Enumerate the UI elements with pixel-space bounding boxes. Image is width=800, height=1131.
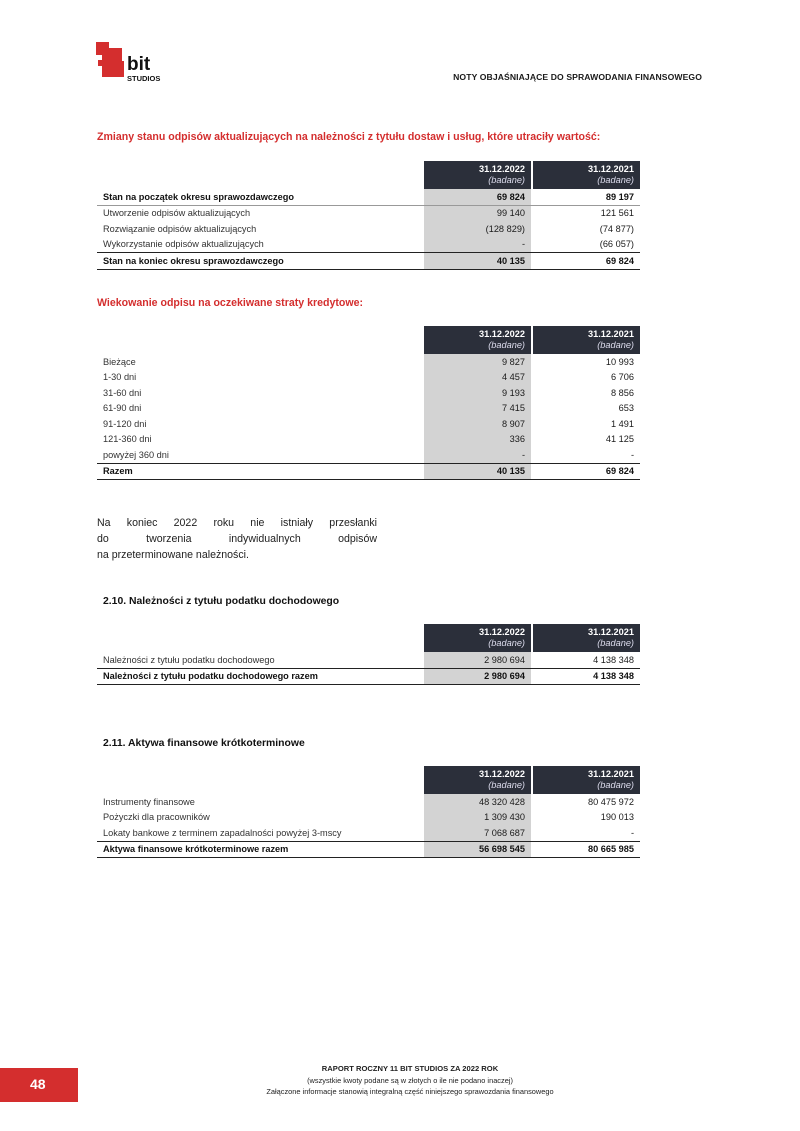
value-2022: - (424, 447, 531, 463)
row-label: Należności z tytułu podatku dochodowego razem (97, 668, 424, 685)
table-row (97, 432, 640, 448)
row-label: 1-30 dni (103, 372, 137, 383)
table-row (97, 825, 640, 841)
table-row (97, 385, 640, 401)
table-total-row (97, 841, 640, 858)
column-header-2022 (424, 766, 531, 794)
allowance-changes-table (97, 161, 640, 270)
table-row (97, 810, 640, 826)
section-title-aging: Wiekowanie odpisu na oczekiwane straty kredytowe: (97, 297, 364, 309)
paragraph-line: na przeterminowane należności. (97, 549, 249, 561)
value-2021: 89 197 (533, 189, 640, 205)
page-number: 48 (30, 1076, 46, 1092)
table-row (97, 354, 640, 370)
aging-table (97, 326, 640, 480)
column-date-2022: 31.12.2022 (479, 329, 525, 339)
table-total-row (97, 668, 640, 685)
column-date-2022: 31.12.2022 (479, 164, 525, 174)
table-header-row (97, 161, 640, 189)
row-label: Razem (97, 463, 424, 480)
column-note-2021: (badane) (597, 175, 634, 185)
value-2021: 41 125 (605, 434, 634, 445)
value-2021: 4 138 348 (533, 668, 640, 685)
row-label: Utworzenie odpisów aktualizujących (103, 208, 251, 219)
column-header-2021 (533, 326, 640, 354)
table-total-row (97, 253, 640, 270)
table-header-row (97, 326, 640, 354)
row-label: 121-360 dni (103, 434, 152, 445)
footer-integral-note: Załączone informacje stanowią integralną część niniejszego sprawozdania finansowego (266, 1087, 554, 1096)
company-logo (96, 42, 176, 84)
row-label: Bieżące (103, 356, 136, 367)
row-label: powyżej 360 dni (103, 449, 169, 460)
value-2022: (128 829) (424, 221, 531, 237)
column-header-2022 (424, 161, 531, 189)
table-row (97, 401, 640, 417)
column-note-2022: (badane) (488, 780, 525, 790)
value-2022: 1 309 430 (424, 810, 531, 826)
svg-text:bit: bit (127, 54, 151, 75)
column-header-2022 (424, 326, 531, 354)
value-2022: 99 140 (424, 205, 531, 221)
page-header-title: NOTY OBJAŚNIAJĄCE DO SPRAWODANIA FINANSOWEGO (453, 72, 702, 82)
column-header-2021 (533, 624, 640, 652)
value-2021: 190 013 (600, 812, 634, 823)
value-2022: 40 135 (424, 253, 531, 270)
table-row (97, 416, 640, 432)
value-2022: 40 135 (424, 463, 531, 480)
paragraph-line: Na koniec 2022 roku nie istniały przesłanki (97, 517, 377, 529)
value-2021: 69 824 (533, 253, 640, 270)
row-label: 61-90 dni (103, 403, 142, 414)
row-label: Aktywa finansowe krótkoterminowe razem (97, 841, 424, 858)
column-note-2021: (badane) (597, 780, 634, 790)
column-note-2022: (badane) (488, 340, 525, 350)
svg-text:STUDIOS: STUDIOS (127, 74, 161, 83)
footer-currency-note: (wszystkie kwoty podane są w złotych o ile nie podano inaczej) (307, 1076, 513, 1085)
table-row (97, 237, 640, 253)
value-2022: 2 980 694 (424, 652, 531, 668)
value-2021: 121 561 (600, 208, 634, 219)
value-2021: 1 491 (611, 418, 634, 429)
table-header-row (97, 766, 640, 794)
table-row (97, 794, 640, 810)
value-2022: 56 698 545 (424, 841, 531, 858)
column-note-2022: (badane) (488, 175, 525, 185)
value-2022: 9 827 (424, 354, 531, 370)
table-row (97, 221, 640, 237)
row-label: Stan na koniec okresu sprawozdawczego (97, 253, 424, 270)
section-title-allowance-changes: Zmiany stanu odpisów aktualizujących na należności z tytułu dostaw i usług, które utraciły wartość: (97, 131, 601, 143)
value-2022: 2 980 694 (424, 668, 531, 685)
value-2021: 80 475 972 (588, 796, 634, 807)
column-note-2022: (badane) (488, 638, 525, 648)
row-label: Wykorzystanie odpisów aktualizujących (103, 239, 264, 250)
row-label: Stan na początek okresu sprawozdawczego (97, 189, 424, 205)
value-2021: 4 138 348 (593, 654, 634, 665)
value-2021: 8 856 (611, 387, 634, 398)
paragraph-line: do tworzenia indywidualnych odpisów (97, 533, 377, 545)
value-2021: 10 993 (605, 356, 634, 367)
section-title-short-term-assets: 2.11. Aktywa finansowe krótkoterminowe (103, 738, 305, 749)
row-label: 31-60 dni (103, 387, 142, 398)
value-2021: 6 706 (611, 372, 634, 383)
column-header-2022 (424, 624, 531, 652)
table-row (97, 189, 640, 205)
column-note-2021: (badane) (597, 638, 634, 648)
column-header-2021 (533, 161, 640, 189)
value-2022: 336 (424, 432, 531, 448)
section-title-income-tax: 2.10. Należności z tytułu podatku dochodowego (103, 596, 340, 607)
value-2022: 69 824 (424, 189, 531, 205)
value-2022: 9 193 (424, 385, 531, 401)
value-2021: 80 665 985 (533, 841, 640, 858)
value-2022: - (424, 237, 531, 253)
row-label: Rozwiązanie odpisów aktualizujących (103, 223, 257, 234)
value-2022: 7 415 (424, 401, 531, 417)
row-label: Lokaty bankowe z terminem zapadalności powyżej 3-mscy (103, 827, 342, 838)
value-2021: (74 877) (599, 223, 634, 234)
note-paragraph (97, 515, 377, 563)
value-2022: 48 320 428 (424, 794, 531, 810)
row-label: 91-120 dni (103, 418, 147, 429)
footer-report-title: RAPORT ROCZNY 11 BIT STUDIOS ZA 2022 ROK (321, 1064, 499, 1073)
value-2022: 8 907 (424, 416, 531, 432)
table-row (97, 370, 640, 386)
value-2021: (66 057) (599, 239, 634, 250)
column-date-2021: 31.12.2021 (588, 164, 634, 174)
row-label: Instrumenty finansowe (103, 796, 195, 807)
column-note-2021: (badane) (597, 340, 634, 350)
value-2022: 4 457 (424, 370, 531, 386)
column-date-2021: 31.12.2021 (588, 627, 634, 637)
row-label: Należności z tytułu podatku dochodowego (103, 654, 275, 665)
value-2021: - (630, 827, 634, 838)
table-row (97, 447, 640, 463)
column-date-2022: 31.12.2022 (479, 627, 525, 637)
table-row (97, 205, 640, 221)
short-term-assets-table (97, 766, 640, 858)
column-date-2022: 31.12.2022 (479, 769, 525, 779)
value-2021: 69 824 (533, 463, 640, 480)
value-2021: 653 (618, 403, 634, 414)
table-row (97, 652, 640, 668)
column-date-2021: 31.12.2021 (588, 769, 634, 779)
row-label: Pożyczki dla pracowników (103, 812, 210, 823)
income-tax-table (97, 624, 640, 685)
value-2022: 7 068 687 (424, 825, 531, 841)
column-header-2021 (533, 766, 640, 794)
table-total-row (97, 463, 640, 480)
value-2021: - (630, 449, 634, 460)
column-date-2021: 31.12.2021 (588, 329, 634, 339)
table-header-row (97, 624, 640, 652)
